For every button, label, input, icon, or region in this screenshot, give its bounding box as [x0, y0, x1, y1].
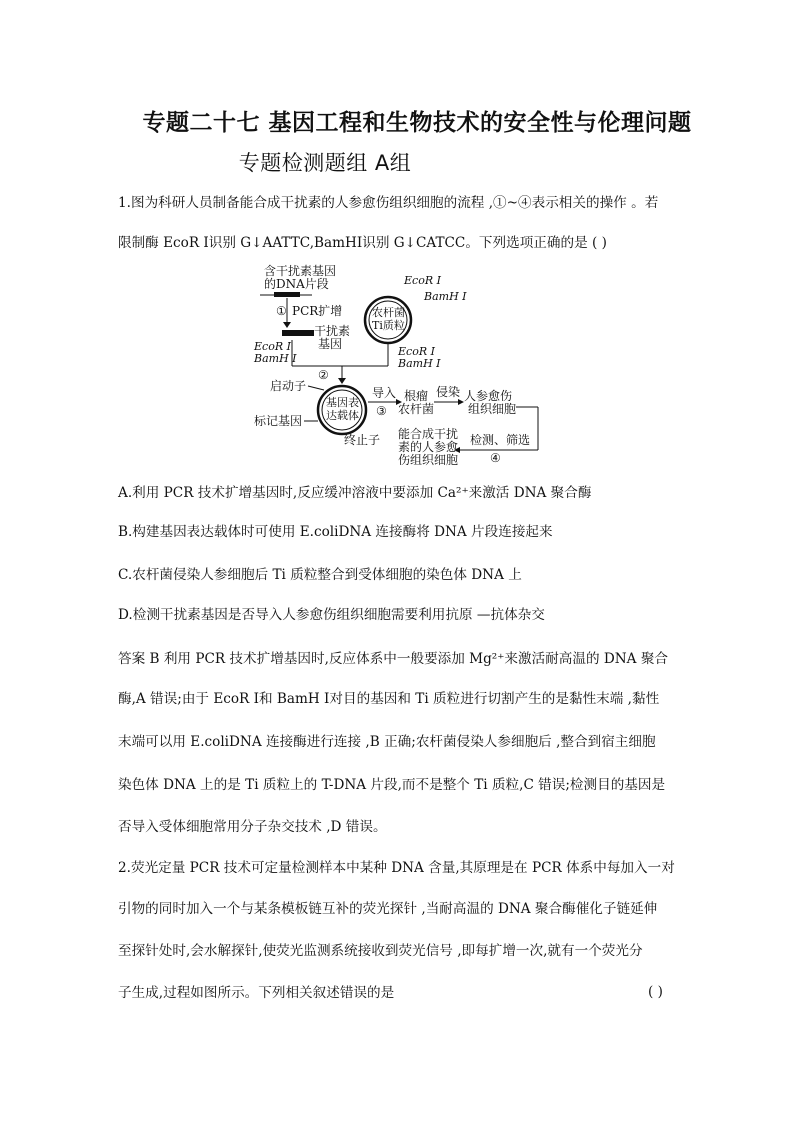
page-title: 专题二十七 基因工程和生物技术的安全性与伦理问题 — [142, 110, 692, 136]
import-label: 导入 — [372, 386, 397, 400]
bamh1-label-top: BamH Ⅰ — [424, 290, 467, 303]
product-label: 能合成干扰 — [398, 427, 459, 441]
bamh1-label-left: BamH Ⅰ — [254, 352, 297, 365]
gene-engineering-diagram — [246, 262, 546, 472]
dna-fragment-label: 的DNA片段 — [264, 277, 329, 291]
gene-label: 基因 — [318, 337, 343, 351]
bamh1-label-right: BamH Ⅰ — [398, 357, 441, 370]
gene-segment — [274, 292, 300, 297]
vector-label: 达载体 — [326, 409, 359, 422]
arrowhead — [283, 322, 291, 328]
promoter-label: 启动子 — [270, 379, 307, 393]
step1-marker: ① — [276, 304, 287, 318]
callus-label: 人参愈伤 — [464, 389, 513, 403]
q2-line: 2.荧光定量 PCR 技术可定量检测样本中某种 DNA 含量,其原理是在 PCR 体系中每加入一对 — [118, 860, 675, 876]
ecor1-label-left: EcoR Ⅰ — [254, 340, 291, 353]
q1-option-b: B.构建基因表达载体时可使用 E.coliDNA 连接酶将 DNA 片段连接起来 — [118, 524, 553, 540]
q2-line: 至探针处时,会水解探针,使荧光监测系统接收到荧光信号 ,即每扩增一次,就有一个荧光分 — [118, 943, 643, 959]
q2-answer-paren: ( ) — [648, 984, 663, 1000]
arrowhead — [338, 378, 346, 384]
pcr-label: PCR扩增 — [292, 304, 343, 318]
marker-gene-label: 标记基因 — [254, 414, 303, 428]
q1-stem-line2: 限制酶 EcoR Ⅰ识别 G↓AATTC,BamHⅠ识别 G↓CATCC。下列选项正确的是 ( ) — [118, 235, 607, 251]
q1-option-c: C.农杆菌侵染人参细胞后 Ti 质粒整合到受体细胞的染色体 DNA 上 — [118, 567, 522, 583]
q1-option-a: A.利用 PCR 技术扩增基因时,反应缓冲溶液中要添加 Ca²⁺来激活 DNA 聚合酶 — [118, 485, 592, 501]
gene-label: 干扰素 — [314, 324, 351, 338]
infect-label: 侵染 — [436, 385, 461, 399]
step4-marker: ④ — [490, 451, 501, 465]
ti-plasmid-label: 农杆菌 — [372, 306, 405, 319]
q1-answer-line: 末端可以用 E.coliDNA 连接酶进行连接 ,B 正确;农杆菌侵染人参细胞后 ,整合到宿主细胞 — [118, 734, 656, 750]
callus-label: 组织细胞 — [468, 402, 517, 416]
ecor1-label-right: EcoR Ⅰ — [398, 345, 435, 358]
leader-line — [308, 386, 324, 390]
q1-answer-line: 否导入受体细胞常用分子杂交技术 ,D 错误。 — [118, 819, 387, 835]
q1-stem-line1: 1.图为科研人员制备能合成干扰素的人参愈伤组织细胞的流程 ,①~④表示相关的操作 。若 — [118, 195, 659, 211]
product-label: 伤组织细胞 — [398, 453, 459, 467]
screen-label: 检测、筛选 — [470, 433, 531, 447]
q2-line: 子生成,过程如图所示。下列相关叙述错误的是 — [118, 985, 395, 1001]
step2-marker: ② — [318, 368, 329, 382]
dna-fragment-label: 含干扰素基因 — [264, 264, 337, 278]
ti-plasmid-label: Ti质粒 — [372, 319, 405, 332]
interferon-gene-bar — [282, 330, 314, 336]
step3-marker: ③ — [376, 404, 387, 418]
q1-answer-line: 染色体 DNA 上的是 Ti 质粒上的 T-DNA 片段,而不是整个 Ti 质粒,C 错误;检测目的基因是 — [118, 777, 666, 793]
q1-answer-line: 答案 B 利用 PCR 技术扩增基因时,反应体系中一般要添加 Mg²⁺来激活耐高温的 DNA 聚合 — [118, 651, 669, 667]
q2-line: 引物的同时加入一个与某条模板链互补的荧光探针 ,当耐高温的 DNA 聚合酶催化子链延伸 — [118, 901, 658, 917]
terminator-label: 终止子 — [344, 433, 381, 447]
agro-label: 根瘤 — [404, 389, 429, 403]
product-label: 素的人参愈 — [398, 440, 459, 454]
agro-label: 农杆菌 — [398, 402, 435, 416]
q1-option-d: D.检测干扰素基因是否导入人参愈伤组织细胞需要利用抗原 —抗体杂交 — [118, 607, 545, 623]
vector-label: 基因表 — [326, 396, 359, 409]
q1-answer-line: 酶,A 错误;由于 EcoR Ⅰ和 BamH Ⅰ对目的基因和 Ti 质粒进行切割产生的是黏性末端 ,黏性 — [118, 691, 660, 707]
page-subtitle: 专题检测题组 A组 — [238, 151, 412, 175]
ecor1-label-top: EcoR Ⅰ — [404, 274, 441, 287]
